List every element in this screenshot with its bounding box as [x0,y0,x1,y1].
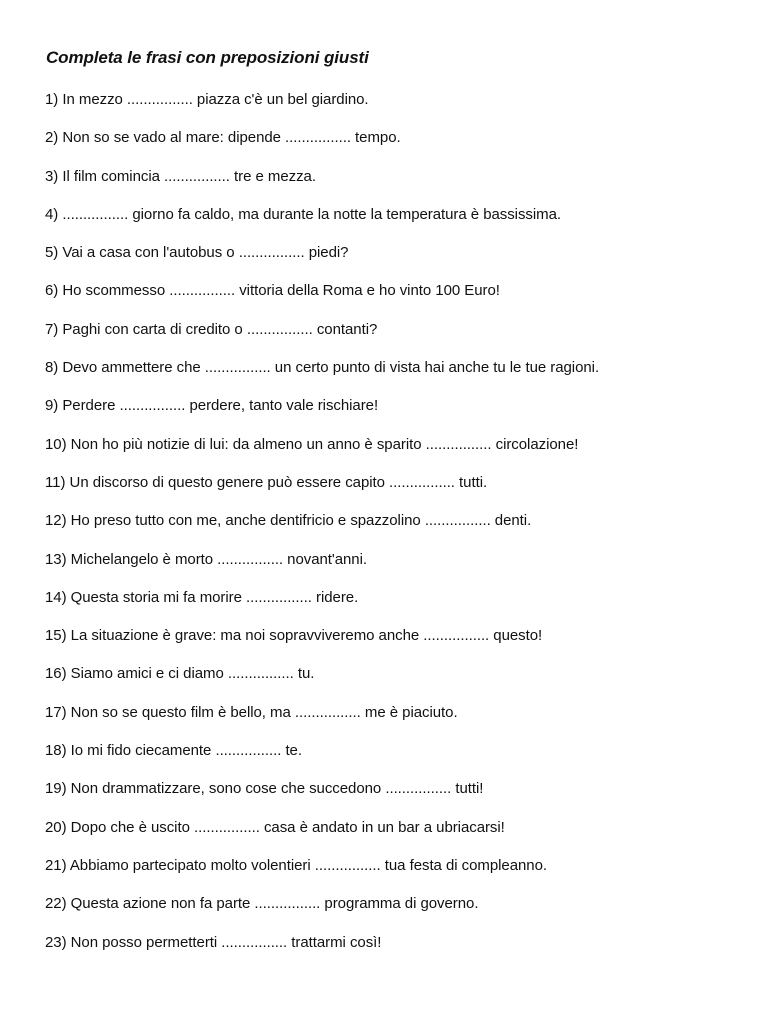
exercise-item-15: 15) La situazione è grave: ma noi sopravviveremo anche ................ questo! [45,627,543,645]
exercise-item-14: 14) Questa storia mi fa morire ................ ridere. [45,588,359,606]
exercise-item-18: 18) Io mi fido ciecamente ................ te. [45,742,302,760]
exercise-item-3: 3) Il film comincia ................ tre e mezza. [45,167,316,185]
exercise-item-4: 4) ................ giorno fa caldo, ma durante la notte la temperatura è bassissima. [45,205,562,223]
page-title: Completa le frasi con preposizioni giusti [46,48,369,67]
exercise-item-11: 11) Un discorso di questo genere può essere capito ................ tutti. [45,473,488,491]
exercise-item-19: 19) Non drammatizzare, sono cose che succedono ................ tutti! [45,780,484,798]
exercise-item-21: 21) Abbiamo partecipato molto volentieri ................ tua festa di compleanno. [45,856,548,874]
exercise-item-20: 20) Dopo che è uscito ................ casa è andato in un bar a ubriacarsi! [45,818,505,836]
exercise-item-8: 8) Devo ammettere che ................ un certo punto di vista hai anche tu le tue ragioni. [45,359,600,377]
exercise-item-17: 17) Non so se questo film è bello, ma ................ me è piaciuto. [45,703,458,721]
exercise-item-13: 13) Michelangelo è morto ................ novant'anni. [45,550,367,568]
exercise-item-10: 10) Non ho più notizie di lui: da almeno un anno è sparito ................ circolazione! [45,435,579,453]
exercise-list [45,90,599,971]
exercise-item-6: 6) Ho scommesso ................ vittoria della Roma e ho vinto 100 Euro! [45,282,500,300]
exercise-item-7: 7) Paghi con carta di credito o ................ contanti? [45,320,378,338]
exercise-item-23: 23) Non posso permetterti ................ trattarmi così! [45,933,382,951]
exercise-item-9: 9) Perdere ................ perdere, tanto vale rischiare! [45,397,379,415]
exercise-item-22: 22) Questa azione non fa parte ................ programma di governo. [45,895,479,913]
exercise-item-1: 1) In mezzo ................ piazza c'è un bel giardino. [45,91,369,108]
exercise-item-12: 12) Ho preso tutto con me, anche dentifricio e spazzolino ................ denti. [45,512,532,530]
exercise-item-2: 2) Non so se vado al mare: dipende ................ tempo. [45,129,401,147]
exercise-item-16: 16) Siamo amici e ci diamo ................ tu. [45,665,315,683]
exercise-item-5: 5) Vai a casa con l'autobus o ................ piedi? [45,244,349,262]
